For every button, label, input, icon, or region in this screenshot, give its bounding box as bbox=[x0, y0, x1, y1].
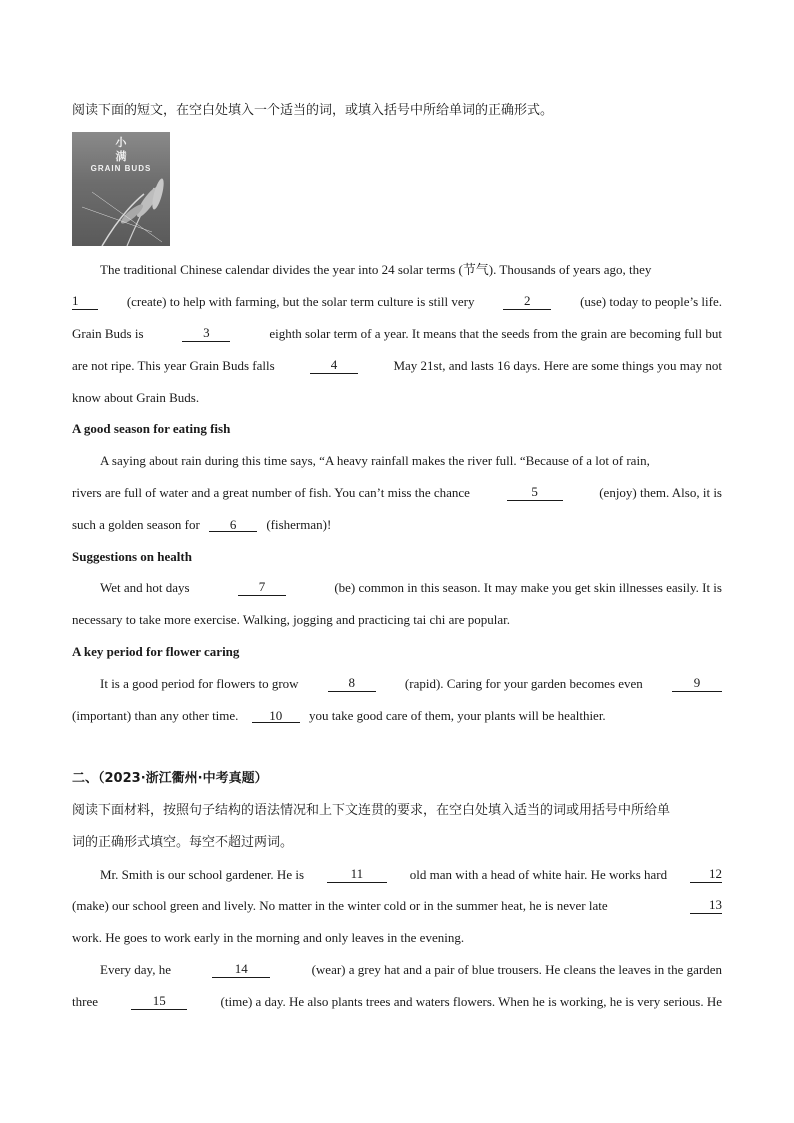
p1-l4b: May 21st, and lasts 16 days. Here are some things you may not bbox=[393, 358, 722, 373]
s2p1-line2 bbox=[72, 898, 722, 914]
p2-l3b: (fisherman)! bbox=[266, 517, 332, 532]
s2p1-line1 bbox=[100, 867, 722, 883]
blank-3[interactable]: 3 bbox=[182, 326, 230, 342]
blank-2[interactable]: 2 bbox=[503, 294, 551, 310]
p2-line3 bbox=[72, 517, 722, 533]
heading-flower-caring: A key period for flower caring bbox=[72, 644, 240, 659]
p1-l3b: eighth solar term of a year. It means that the seeds from the grain are becoming full but bbox=[269, 326, 722, 341]
heading-fish-season: A good season for eating fish bbox=[72, 421, 231, 436]
p1-l3a: Grain Buds is bbox=[72, 326, 144, 341]
blank-15[interactable]: 15 bbox=[131, 994, 187, 1010]
s2p1-l1a: Mr. Smith is our school gardener. He is bbox=[100, 867, 305, 882]
section1-instruction: 阅读下面的短文，在空白处填入一个适当的词，或填入括号中所给单词的正确形式。 bbox=[72, 103, 554, 118]
p1-line2 bbox=[72, 294, 722, 310]
p2-l2a: rivers are full of water and a great number of fish. You can’t miss the chance bbox=[72, 485, 470, 500]
p4-line1 bbox=[100, 676, 722, 692]
p1-l4a: are not ripe. This year Grain Buds falls bbox=[72, 358, 275, 373]
p1-line1 bbox=[100, 262, 722, 278]
s2p1-l1b: old man with a head of white hair. He works hard bbox=[409, 867, 668, 882]
blank-8[interactable]: 8 bbox=[328, 676, 376, 692]
p3-l1b: (be) common in this season. It may make you get skin illnesses easily. It is bbox=[334, 580, 722, 595]
blank-9[interactable]: 9 bbox=[672, 676, 722, 692]
image-caption-cn-1: 小 bbox=[115, 136, 127, 149]
p1-line5: know about Grain Buds. bbox=[72, 390, 200, 405]
blank-1[interactable]: 1 bbox=[72, 294, 98, 310]
p4-l1a: It is a good period for flowers to grow bbox=[100, 676, 299, 691]
p2-l3a: such a golden season for bbox=[72, 517, 200, 532]
image-caption-cn-2: 满 bbox=[115, 150, 127, 163]
blank-6[interactable]: 6 bbox=[209, 518, 257, 532]
s2p2-line2 bbox=[72, 994, 722, 1010]
s2p2-l2a: three bbox=[72, 994, 98, 1009]
p3-line2: necessary to take more exercise. Walking, jogging and practicing tai chi are popular. bbox=[72, 612, 511, 627]
blank-13[interactable]: 13 bbox=[690, 898, 722, 914]
section2-instruction-line1: 阅读下面材料，按照句子结构的语法情况和上下文连贯的要求，在空白处填入适当的词或用括号中所给单 bbox=[72, 803, 671, 818]
s2p2-l1b: (wear) a grey hat and a pair of blue trousers. He cleans the leaves in the garden bbox=[311, 962, 722, 977]
p4-l2a: (important) than any other time. bbox=[72, 708, 239, 723]
section2-instruction-line2: 词的正确形式填空。每空不超过两词。 bbox=[72, 835, 294, 850]
section2-header bbox=[72, 771, 722, 787]
section2-number: 二、 bbox=[72, 771, 99, 786]
blank-7[interactable]: 7 bbox=[238, 580, 286, 596]
p2-line1: A saying about rain during this time says, “A heavy rainfall makes the river full. “Because of a lot of rain, bbox=[100, 453, 650, 468]
blank-10[interactable]: 10 bbox=[252, 709, 300, 723]
p1-line4 bbox=[72, 358, 722, 374]
section2-source: （2023·浙江衢州·中考真题） bbox=[98, 771, 268, 786]
s2p2-l1a: Every day, he bbox=[100, 962, 171, 977]
blank-5[interactable]: 5 bbox=[507, 485, 563, 501]
p3-line1 bbox=[100, 580, 722, 596]
p3-l1a: Wet and hot days bbox=[100, 580, 190, 595]
image-caption-en: GRAIN BUDS bbox=[90, 164, 152, 173]
p4-line2 bbox=[72, 708, 722, 724]
p1-l1a: The traditional Chinese calendar divides the year into 24 solar terms (节气). Thousands of years ago, they bbox=[100, 262, 652, 277]
p2-l2b: (enjoy) them. Also, it is bbox=[599, 485, 722, 500]
p4-l2b: you take good care of them, your plants will be healthier. bbox=[308, 708, 606, 723]
blank-4[interactable]: 4 bbox=[310, 358, 358, 374]
grain-buds-image bbox=[72, 132, 170, 246]
blank-14[interactable]: 14 bbox=[212, 962, 270, 978]
s2p2-l2b: (time) a day. He also plants trees and waters flowers. When he is working, he is very serious. He bbox=[220, 994, 722, 1009]
p1-line3 bbox=[72, 326, 722, 342]
heading-health: Suggestions on health bbox=[72, 549, 192, 564]
blank-12[interactable]: 12 bbox=[690, 867, 722, 883]
p1-l2a: (create) to help with farming, but the solar term culture is still very bbox=[126, 294, 475, 309]
p2-line2 bbox=[72, 485, 722, 501]
p1-l2b: (use) today to people’s life. bbox=[580, 294, 722, 309]
s2p2-line1 bbox=[100, 962, 722, 978]
s2p1-l2a: (make) our school green and lively. No matter in the winter cold or in the summer heat, he is never late bbox=[72, 898, 608, 913]
p4-l1b: (rapid). Caring for your garden becomes even bbox=[404, 676, 643, 691]
s2p1-line3: work. He goes to work early in the morning and only leaves in the evening. bbox=[72, 930, 465, 945]
blank-11[interactable]: 11 bbox=[327, 867, 387, 883]
